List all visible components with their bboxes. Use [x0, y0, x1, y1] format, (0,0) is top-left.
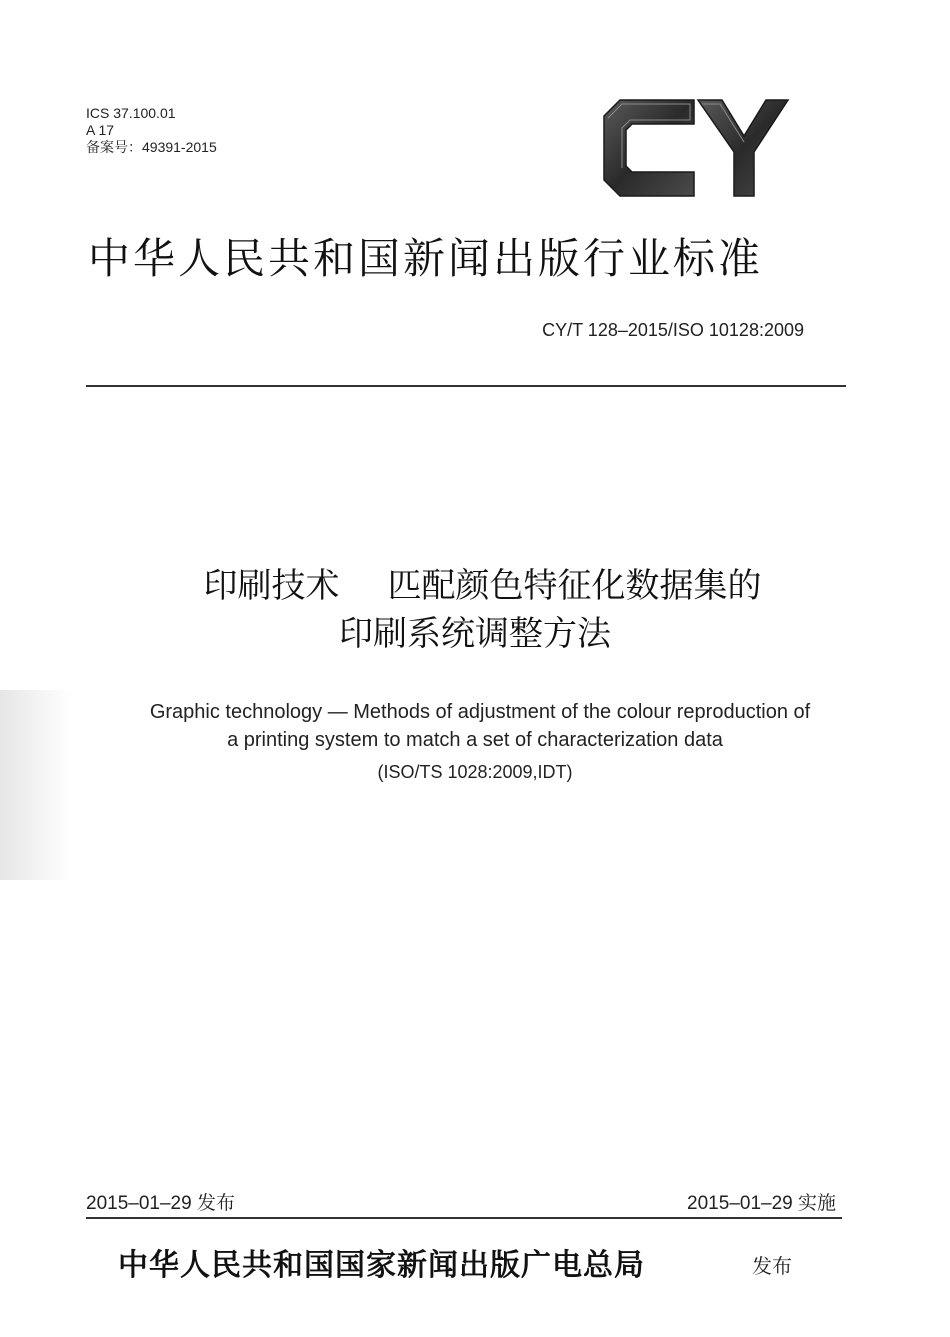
english-title-line1: Graphic technology — Methods of adjustment of the colour reproduction of [149, 701, 811, 723]
chinese-title [0, 562, 950, 658]
release-date: 2015–01–29 发布 [86, 1193, 235, 1214]
bottom-divider [86, 1217, 842, 1219]
standard-code: CY/T 128–2015/ISO 10128:2009 [542, 320, 804, 340]
standard-category-title: 中华人民共和国新闻出版行业标准 [88, 234, 764, 283]
filing-number: 备案号：49391-2015 [86, 139, 217, 155]
english-title [0, 698, 950, 754]
top-divider [86, 385, 846, 387]
ccs-code: A 17 [86, 122, 115, 138]
implementation-date: 2015–01–29 实施 [687, 1193, 836, 1214]
issuing-authority: 中华人民共和国国家新闻出版广电总局 [118, 1248, 645, 1283]
ics-code: ICS 37.100.01 [86, 105, 176, 121]
cy-logo [598, 96, 790, 200]
classification-block [86, 105, 217, 156]
chinese-title-part2: 匹配颜色特征化数据集的 [387, 566, 762, 606]
english-title-line2: a printing system to match a set of characterization data [227, 729, 723, 751]
issuing-label: 发布 [752, 1254, 792, 1278]
chinese-title-part1: 印刷技术 [203, 566, 340, 606]
chinese-title-line2: 印刷系统调整方法 [339, 614, 611, 654]
iso-reference: (ISO/TS 1028:2009,IDT) [377, 762, 573, 782]
